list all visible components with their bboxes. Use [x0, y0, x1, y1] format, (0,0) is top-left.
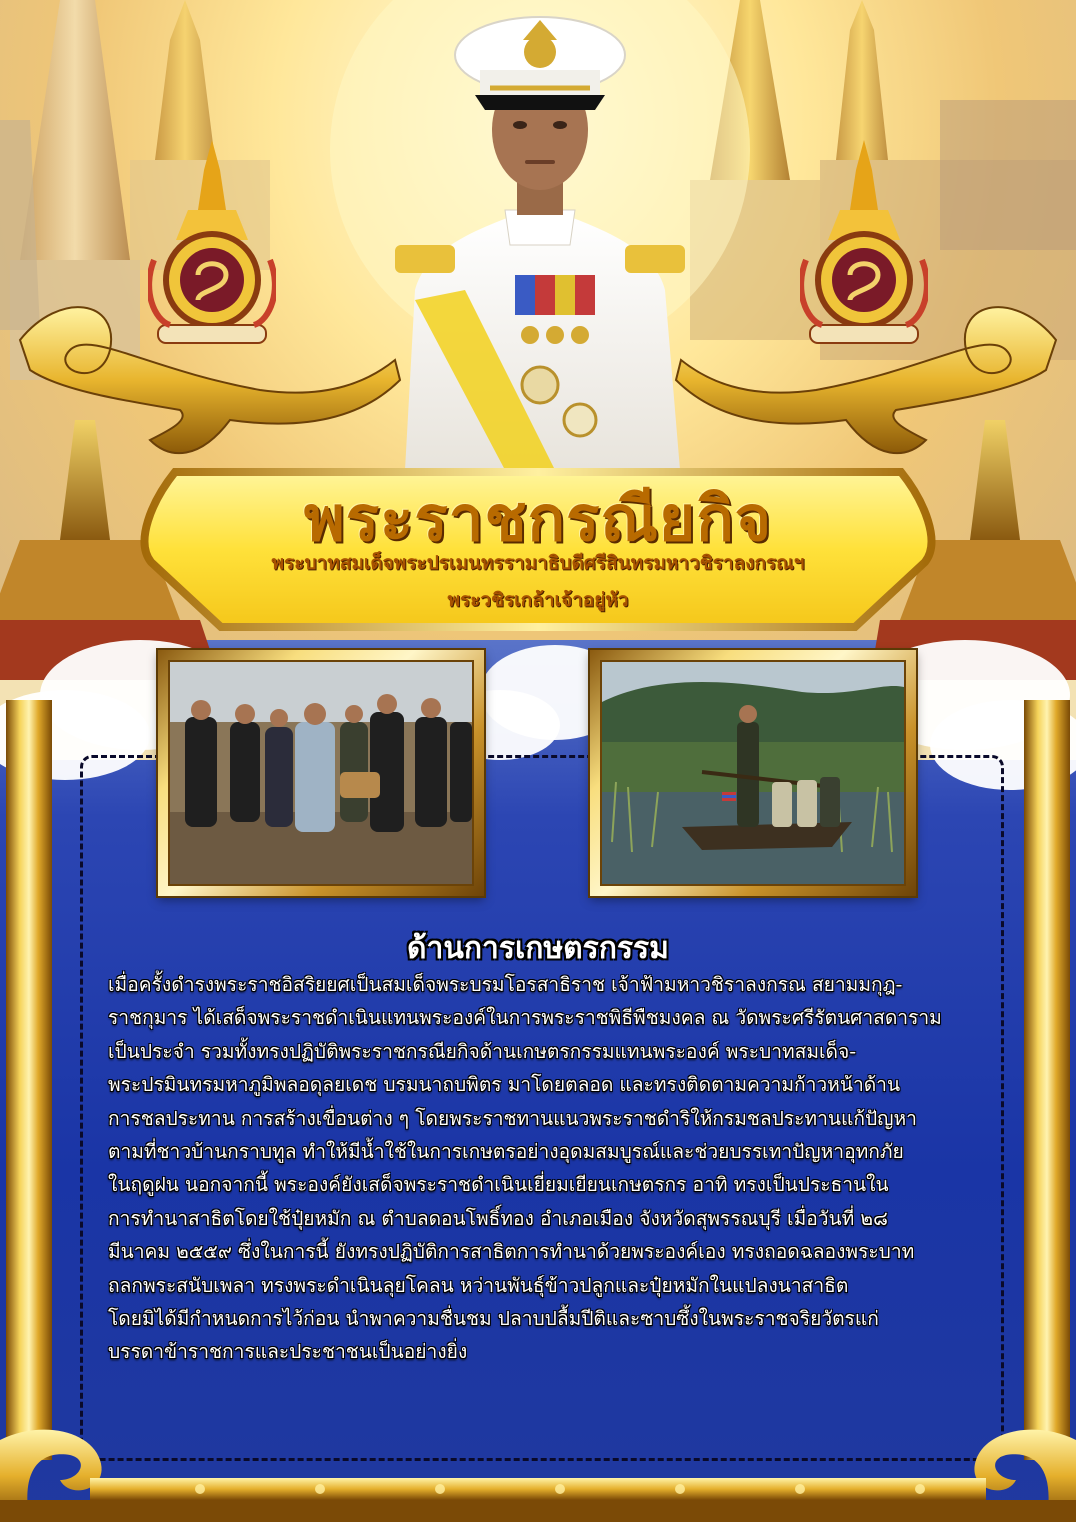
body-line: พระปรมินทรมหาภูมิพลอดุลยเดช บรมนาถบพิตร มาโดยตลอด และทรงติดตามความก้าวหน้าด้าน	[108, 1073, 901, 1097]
body-line: โดยมิได้มีกำหนดการไว้ก่อน นำพาความชื่นชม ปลาบปลื้มปีติและซาบซึ้งในพระราชจริยวัตรแก่	[108, 1307, 879, 1331]
body-line: บรรดาข้าราชการและประชาชนเป็นอย่างยิ่ง	[108, 1340, 468, 1364]
bottom-gold-ornament	[0, 1420, 1076, 1522]
body-line: ในฤดูฝน นอกจากนี้ พระองค์ยังเสด็จพระราชดำเนินเยี่ยมเยียนเกษตรกร อาทิ ทรงเป็นประธานใน	[108, 1173, 889, 1197]
body-line: การชลประทาน การสร้างเขื่อนต่าง ๆ โดยพระราชทานแนวพระราชดำริให้กรมชลประทานแก้ปัญหา	[108, 1106, 917, 1130]
rice-field-photo	[170, 662, 472, 884]
photo-frame-rice-field	[158, 650, 484, 896]
photo-frame-boat-lake	[590, 650, 916, 896]
body-line: ราชกุมาร ได้เสด็จพระราชดำเนินแทนพระองค์ในการพระราชพิธีพืชมงคล ณ วัดพระศรีรัตนศาสดาราม	[108, 1006, 942, 1030]
royal-emblem-left	[148, 140, 276, 350]
boat-lake-photo	[602, 662, 904, 884]
poster-title: พระราชกรณียกิจ	[303, 482, 773, 555]
king-name-line1: พระบาทสมเด็จพระปรเมนทรรามาธิบดีศรีสินทรมหาวชิราลงกรณฯ	[271, 552, 805, 574]
body-line: เมื่อครั้งดำรงพระราชอิสริยยศเป็นสมเด็จพระบรมโอรสาธิราช เจ้าฟ้ามหาวชิราลงกรณ สยามมกุฎ-	[108, 973, 903, 996]
section-heading-agriculture: ด้านการเกษตรกรรม	[407, 931, 669, 966]
left-gold-pillar	[6, 700, 52, 1460]
royal-emblem-right	[800, 140, 928, 350]
body-line: ตามที่ชาวบ้านกราบทูล ทำให้มีน้ำใช้ในการเกษตรอย่างอุดมสมบูรณ์และช่วยบรรเทาปัญหาอุทกภัย	[108, 1140, 904, 1164]
body-paragraph	[108, 968, 974, 1369]
body-line: การทำนาสาธิตโดยใช้ปุ๋ยหมัก ณ ตำบลดอนโพธิ์ทอง อำเภอเมือง จังหวัดสุพรรณบุรี เมื่อวันที่ ๒๘	[108, 1206, 888, 1230]
body-line: ถลกพระสนับเพลา ทรงพระดำเนินลุยโคลน หว่านพันธุ์ข้าวปลูกและปุ๋ยหมักในแปลงนาสาธิต	[108, 1273, 849, 1297]
king-name-line2: พระวชิรเกล้าเจ้าอยู่หัว	[447, 589, 629, 611]
king-portrait-image	[395, 0, 685, 470]
right-gold-pillar	[1024, 700, 1070, 1460]
body-line: เป็นประจำ รวมทั้งทรงปฏิบัติพระราชกรณียกิจด้านเกษตรกรรมแทนพระองค์ พระบาทสมเด็จ-	[108, 1039, 857, 1063]
body-line: มีนาคม ๒๕๕๙ ซึ่งในการนี้ ยังทรงปฏิบัติการสาธิตการทำนาด้วยพระองค์เอง ทรงถอดฉลองพระบาท	[108, 1240, 915, 1264]
